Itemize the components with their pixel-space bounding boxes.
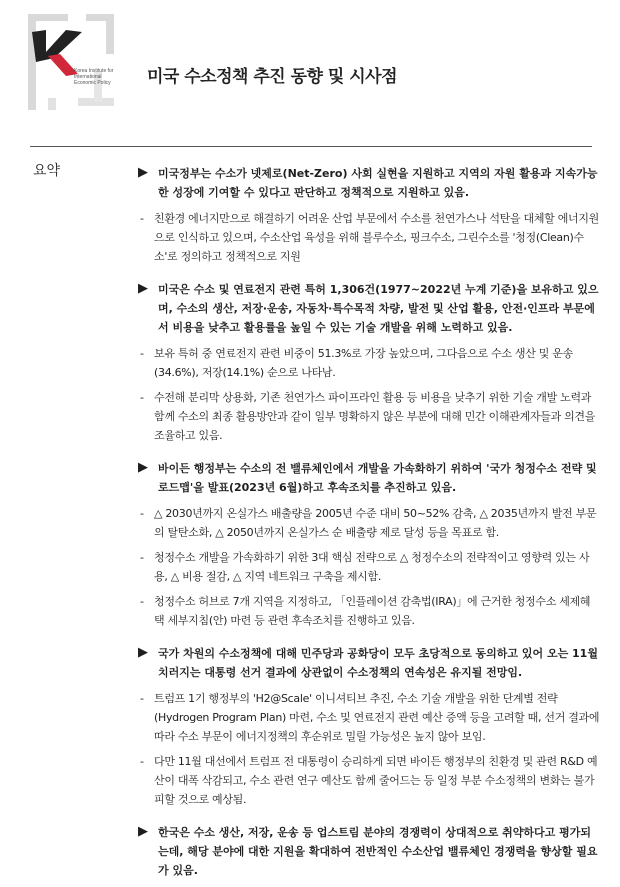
triangle-right-icon: ▶	[138, 645, 148, 660]
sub-item	[138, 209, 600, 266]
sub-item	[138, 388, 600, 445]
triangle-right-icon: ▶	[138, 824, 148, 839]
dash-icon: -	[140, 347, 144, 360]
divider	[30, 146, 592, 147]
dash-icon: -	[140, 595, 144, 608]
bullet-text: 미국은 수소 및 연료전지 관련 특허 1,306건(1977~2022년 누계 기준)을 보유하고 있으며, 수소의 생산, 저장·운송, 자동차·특수목적 차량, 발전 및 산업 활용, 안전·인프라 부문에서 비용을 낮추고 활용률을 높일 수 있는 기술 개발을 위해 노력하고 있음.	[158, 283, 599, 334]
dash-icon: -	[140, 507, 144, 520]
sub-text: 트럼프 1기 행정부의 'H2@Scale' 이니셔티브 추진, 수소 기술 개발을 위한 단계별 전략(Hydrogen Program Plan) 마련, 수소 및 연료전지 관련 예산 증액 등을 고려할 때, 선거 결과에 따라 수소 부문이 에너지정책의 후순위로 밀릴 가능성은 높지 않아 보임.	[154, 692, 600, 743]
dash-icon: -	[140, 391, 144, 404]
triangle-right-icon: ▶	[138, 281, 148, 296]
bullet-text: 한국은 수소 생산, 저장, 운송 등 업스트림 분야의 경쟁력이 상대적으로 취약하다고 평가되는데, 해당 분야에 대한 지원을 확대하여 전반적인 수소산업 밸류체인 경쟁력을 향상할 필요가 있음.	[158, 826, 598, 877]
dash-icon: -	[140, 755, 144, 768]
sub-text: △ 2030년까지 온실가스 배출량을 2005년 수준 대비 50~52% 감축, △ 2035년까지 발전 부문의 탈탄소화, △ 2050년까지 온실가스 순 배출량 제로 달성 등을 목표로 함.	[154, 507, 597, 539]
sub-text: 청정수소 개발을 가속화하기 위한 3대 핵심 전략으로 △ 청정수소의 전략적이고 영향력 있는 사용, △ 비용 절감, △ 지역 네트워크 구축을 제시함.	[154, 551, 590, 583]
sub-item	[138, 752, 600, 809]
dash-icon: -	[140, 551, 144, 564]
summary-bullet	[138, 459, 600, 497]
summary-bullet	[138, 823, 600, 880]
summary-bullet	[138, 164, 600, 202]
sub-text: 친환경 에너지만으로 해결하기 어려운 산업 부문에서 수소를 천연가스나 석탄을 대체할 에너지원으로 인식하고 있으며, 수소산업 육성을 위해 블루수소, 핑크수소, 그린수소를 '청정(Clean)수소'로 정의하고 정책적으로 지원	[154, 212, 600, 263]
bullet-text: 국가 차원의 수소정책에 대해 민주당과 공화당이 모두 초당적으로 동의하고 있어 오는 11월 치러지는 대통령 선거 결과에 상관없이 수소정책의 연속성은 유지될 전망임.	[158, 647, 598, 679]
summary-bullet	[138, 644, 600, 682]
sub-text: 보유 특허 중 연료전지 관련 비중이 51.3%로 가장 높았으며, 그다음으로 수소 생산 및 운송(34.6%), 저장(14.1%) 순으로 나타남.	[154, 347, 573, 379]
sub-item	[138, 592, 600, 630]
sub-item	[138, 548, 600, 586]
triangle-right-icon: ▶	[138, 165, 148, 180]
bullet-text: 바이든 행정부는 수소의 전 밸류체인에서 개발을 가속화하기 위하여 '국가 청정수소 전략 및 로드맵'을 발표(2023년 6월)하고 후속조치를 추진하고 있음.	[158, 462, 597, 494]
summary-bullet	[138, 280, 600, 337]
sub-text: 청정수소 허브로 7개 지역을 지정하고, 「인플레이션 감축법(IRA)」에 근거한 청정수소 세제혜택 세부지침(안) 마련 등 관련 후속조치를 진행하고 있음.	[154, 595, 591, 627]
sub-text: 다만 11월 대선에서 트럼프 전 대통령이 승리하게 되면 바이든 행정부의 친환경 및 관련 R&D 예산이 대폭 삭감되고, 수소 관련 연구 예산도 함께 줄어드는 등 일정 부분 수소정책의 변화는 불가피할 것으로 예상됨.	[154, 755, 598, 806]
kiep-logo	[26, 12, 118, 112]
kiep-logo-graphic	[26, 12, 118, 112]
sub-item	[138, 344, 600, 382]
sub-item	[138, 689, 600, 746]
triangle-right-icon: ▶	[138, 460, 148, 475]
dash-icon: -	[140, 212, 144, 225]
summary-content	[138, 164, 600, 887]
logo-text: Korea Institute for International Economic Policy	[74, 68, 114, 86]
sub-item	[138, 504, 600, 542]
page-title: 미국 수소정책 추진 동향 및 시사점	[147, 67, 397, 87]
sub-text: 수전해 분리막 상용화, 기존 천연가스 파이프라인 활용 등 비용을 낮추기 위한 기술 개발 노력과 함께 수소의 최종 활용방안과 같이 일부 명확하지 않은 부분에 대해 민간 이해관계자들과 의견을 조율하고 있음.	[154, 391, 596, 442]
section-label: 요약	[33, 163, 61, 179]
bullet-text: 미국정부는 수소가 넷제로(Net-Zero) 사회 실현을 지원하고 지역의 자원 활용과 지속가능한 성장에 기여할 수 있다고 판단하고 정책적으로 지원하고 있음.	[158, 167, 598, 199]
dash-icon: -	[140, 692, 144, 705]
